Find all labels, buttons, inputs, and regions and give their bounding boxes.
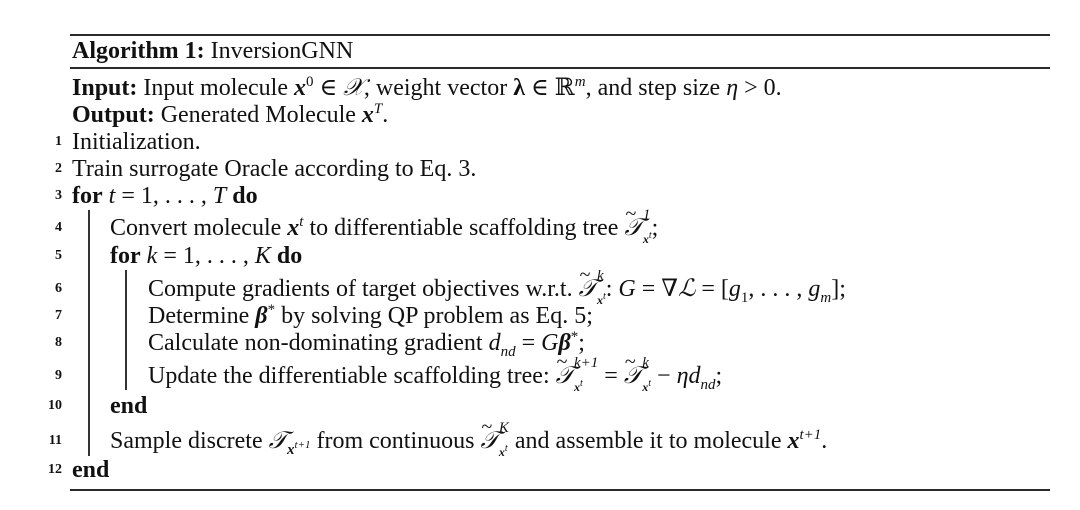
outer-loop-bar bbox=[88, 210, 90, 456]
algorithm-name: InversionGNN bbox=[210, 38, 354, 64]
line-number: 4 bbox=[55, 220, 62, 235]
step-2: Train surrogate Oracle according to Eq. 3. bbox=[72, 156, 477, 182]
line-number: 7 bbox=[55, 308, 62, 323]
input-line: Input: Input molecule $x^0$ ∈ 𝒳, weight vector λ ∈ ℝ$^m$, and step size η > 0. bbox=[72, 74, 782, 101]
step-12-end: end bbox=[72, 457, 110, 483]
step-1: Initialization. bbox=[72, 129, 201, 155]
line-number: 9 bbox=[55, 368, 62, 383]
algorithm-label: Algorithm 1: bbox=[72, 38, 205, 64]
step-9: Update the differentiable scaffolding tree: ~ 𝒯 k+1 $x^t$ = ~ 𝒯 k $x^t$ − $\eta d_{nd}$; bbox=[148, 362, 722, 391]
step-4: Convert molecule $x^t$ to differentiable scaffolding tree ~ 𝒯 1 $x^t$ ; bbox=[110, 214, 658, 243]
line-number: 12 bbox=[48, 462, 62, 477]
top-rule bbox=[70, 34, 1050, 36]
step-7: Determine β* by solving QP problem as Eq. 5; bbox=[148, 302, 593, 329]
line-number: 10 bbox=[48, 398, 62, 413]
title-rule bbox=[70, 67, 1050, 69]
step-8: Calculate non-dominating gradient $d_{nd} = G\beta^*$; bbox=[148, 329, 585, 360]
inner-loop-bar bbox=[125, 270, 127, 390]
line-number: 6 bbox=[55, 281, 62, 296]
line-number: 1 bbox=[55, 134, 62, 149]
line-number: 2 bbox=[55, 161, 62, 176]
line-number: 5 bbox=[55, 248, 62, 263]
output-line: Output: Generated Molecule $x^T$. bbox=[72, 101, 389, 128]
line-number: 11 bbox=[48, 433, 62, 448]
step-10-end: end bbox=[110, 393, 148, 419]
step-11: Sample discrete 𝒯$_{x^{t+1}}$ from continuous ~ 𝒯 K $x^t$ and assemble it to molecule $x^{t+1}$. bbox=[110, 427, 827, 456]
input-label: Input: bbox=[72, 75, 138, 101]
step-6: Compute gradients of target objectives w.r.t. ~ 𝒯 k $x^t$ : G = ∇ℒ = [$g_1$, . . . , $g_m$]; bbox=[148, 275, 846, 304]
bottom-rule bbox=[70, 489, 1050, 491]
line-number: 3 bbox=[55, 188, 62, 203]
output-label: Output: bbox=[72, 102, 155, 128]
step-5-for: for k = 1, . . . , K do bbox=[110, 243, 303, 269]
line-number: 8 bbox=[55, 335, 62, 350]
step-3-for: for t = 1, . . . , T do bbox=[72, 183, 258, 209]
algorithm-title bbox=[72, 37, 353, 65]
